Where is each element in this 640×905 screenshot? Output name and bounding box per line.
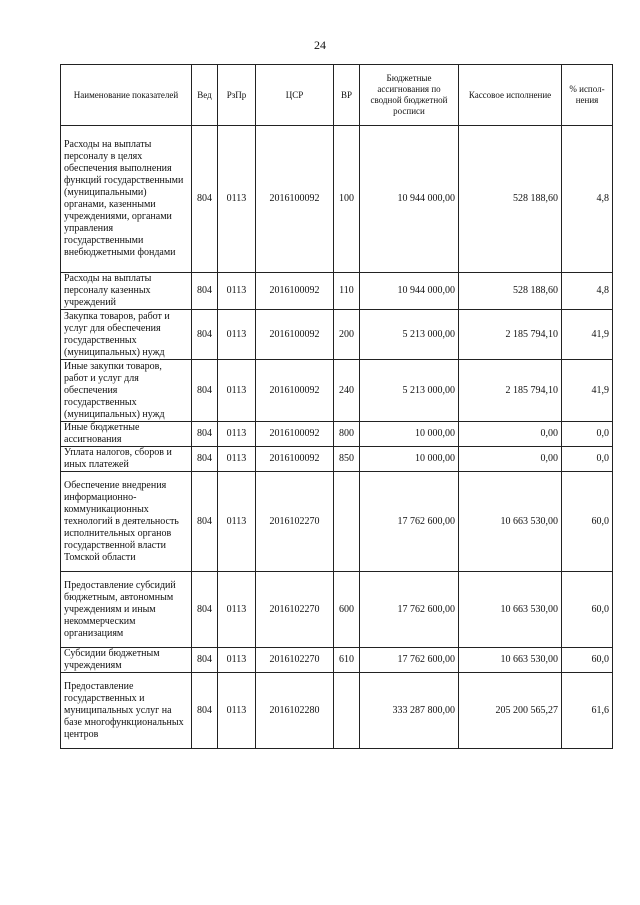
row-cash: 528 188,60 — [459, 126, 562, 273]
budget-table — [60, 64, 613, 749]
col-csr-header: ЦСР — [256, 65, 334, 126]
row-ved: 804 — [192, 422, 218, 447]
row-vr — [334, 673, 360, 749]
row-assign: 5 213 000,00 — [360, 360, 459, 422]
row-name: Иные закупки товаров, работ и услуг для обеспечения государственных (муниципальных) нужд — [61, 360, 192, 422]
row-cash: 205 200 565,27 — [459, 673, 562, 749]
row-ved: 804 — [192, 126, 218, 273]
row-assign: 10 000,00 — [360, 447, 459, 472]
row-name: Расходы на выплаты персоналу казенных учреждений — [61, 273, 192, 310]
row-pct: 0,0 — [562, 447, 613, 472]
row-assign: 17 762 600,00 — [360, 572, 459, 648]
row-vr: 610 — [334, 648, 360, 673]
row-vr: 850 — [334, 447, 360, 472]
row-csr: 2016100092 — [256, 422, 334, 447]
row-pct: 60,0 — [562, 572, 613, 648]
row-pct: 41,9 — [562, 360, 613, 422]
row-ved: 804 — [192, 273, 218, 310]
col-assign-header: Бюджетные ассигнования по сводной бюджетной росписи — [360, 65, 459, 126]
row-name: Расходы на выплаты персоналу в целях обеспечения выполнения функций государственными (муниципальными) органами, казенными учреждениями, органами управления государственными внебюджетными фондами — [61, 126, 192, 273]
row-ved: 804 — [192, 572, 218, 648]
row-ved: 804 — [192, 472, 218, 572]
row-assign: 17 762 600,00 — [360, 472, 459, 572]
table-row — [61, 648, 613, 673]
row-cash: 2 185 794,10 — [459, 360, 562, 422]
row-pct: 0,0 — [562, 422, 613, 447]
row-pct: 41,9 — [562, 310, 613, 360]
row-assign: 10 000,00 — [360, 422, 459, 447]
row-vr: 240 — [334, 360, 360, 422]
row-csr: 2016100092 — [256, 360, 334, 422]
col-vr-header: ВР — [334, 65, 360, 126]
row-csr: 2016102280 — [256, 673, 334, 749]
row-pct: 60,0 — [562, 472, 613, 572]
row-csr: 2016100092 — [256, 126, 334, 273]
table-row — [61, 447, 613, 472]
row-csr: 2016100092 — [256, 310, 334, 360]
row-ved: 804 — [192, 310, 218, 360]
row-cash: 0,00 — [459, 447, 562, 472]
table-row — [61, 273, 613, 310]
row-name: Закупка товаров, работ и услуг для обеспечения государственных (муниципальных) нужд — [61, 310, 192, 360]
row-assign: 333 287 800,00 — [360, 673, 459, 749]
row-csr: 2016102270 — [256, 572, 334, 648]
table-row — [61, 360, 613, 422]
row-rzpr: 0113 — [218, 673, 256, 749]
table-row — [61, 126, 613, 273]
row-csr: 2016102270 — [256, 648, 334, 673]
col-rzpr-header: РзПр — [218, 65, 256, 126]
row-name: Обеспечение внедрения информационно-коммуникационных технологий в деятельность исполнительных органов государственной власти Томской области — [61, 472, 192, 572]
row-cash: 2 185 794,10 — [459, 310, 562, 360]
row-pct: 61,6 — [562, 673, 613, 749]
row-vr: 800 — [334, 422, 360, 447]
row-vr: 600 — [334, 572, 360, 648]
row-rzpr: 0113 — [218, 273, 256, 310]
col-name-header: Наименование показателей — [61, 65, 192, 126]
table-row — [61, 673, 613, 749]
col-cash-header: Кассовое исполнение — [459, 65, 562, 126]
col-ved-header: Вед — [192, 65, 218, 126]
row-assign: 17 762 600,00 — [360, 648, 459, 673]
row-cash: 0,00 — [459, 422, 562, 447]
row-ved: 804 — [192, 447, 218, 472]
row-rzpr: 0113 — [218, 648, 256, 673]
table-row — [61, 572, 613, 648]
row-csr: 2016100092 — [256, 273, 334, 310]
table-row — [61, 472, 613, 572]
row-name: Предоставление субсидий бюджетным, автономным учреждениям и иным некоммерческим организациям — [61, 572, 192, 648]
table-row — [61, 310, 613, 360]
row-ved: 804 — [192, 648, 218, 673]
row-rzpr: 0113 — [218, 126, 256, 273]
row-name: Уплата налогов, сборов и иных платежей — [61, 447, 192, 472]
row-rzpr: 0113 — [218, 572, 256, 648]
row-name: Иные бюджетные ассигнования — [61, 422, 192, 447]
row-ved: 804 — [192, 360, 218, 422]
row-rzpr: 0113 — [218, 472, 256, 572]
row-pct: 60,0 — [562, 648, 613, 673]
row-assign: 10 944 000,00 — [360, 126, 459, 273]
row-name: Предоставление государственных и муниципальных услуг на базе многофункциональных центров — [61, 673, 192, 749]
row-ved: 804 — [192, 673, 218, 749]
row-rzpr: 0113 — [218, 360, 256, 422]
row-rzpr: 0113 — [218, 310, 256, 360]
row-assign: 10 944 000,00 — [360, 273, 459, 310]
col-pct-header: % испол- нения — [562, 65, 613, 126]
row-cash: 528 188,60 — [459, 273, 562, 310]
header-row — [61, 65, 613, 126]
row-pct: 4,8 — [562, 126, 613, 273]
row-vr — [334, 472, 360, 572]
row-name: Субсидии бюджетным учреждениям — [61, 648, 192, 673]
row-cash: 10 663 530,00 — [459, 472, 562, 572]
row-pct: 4,8 — [562, 273, 613, 310]
row-vr: 200 — [334, 310, 360, 360]
row-vr: 100 — [334, 126, 360, 273]
row-csr: 2016100092 — [256, 447, 334, 472]
page-number: 24 — [314, 38, 326, 52]
row-assign: 5 213 000,00 — [360, 310, 459, 360]
row-cash: 10 663 530,00 — [459, 572, 562, 648]
row-vr: 110 — [334, 273, 360, 310]
row-cash: 10 663 530,00 — [459, 648, 562, 673]
table-row — [61, 422, 613, 447]
row-rzpr: 0113 — [218, 447, 256, 472]
row-rzpr: 0113 — [218, 422, 256, 447]
row-csr: 2016102270 — [256, 472, 334, 572]
